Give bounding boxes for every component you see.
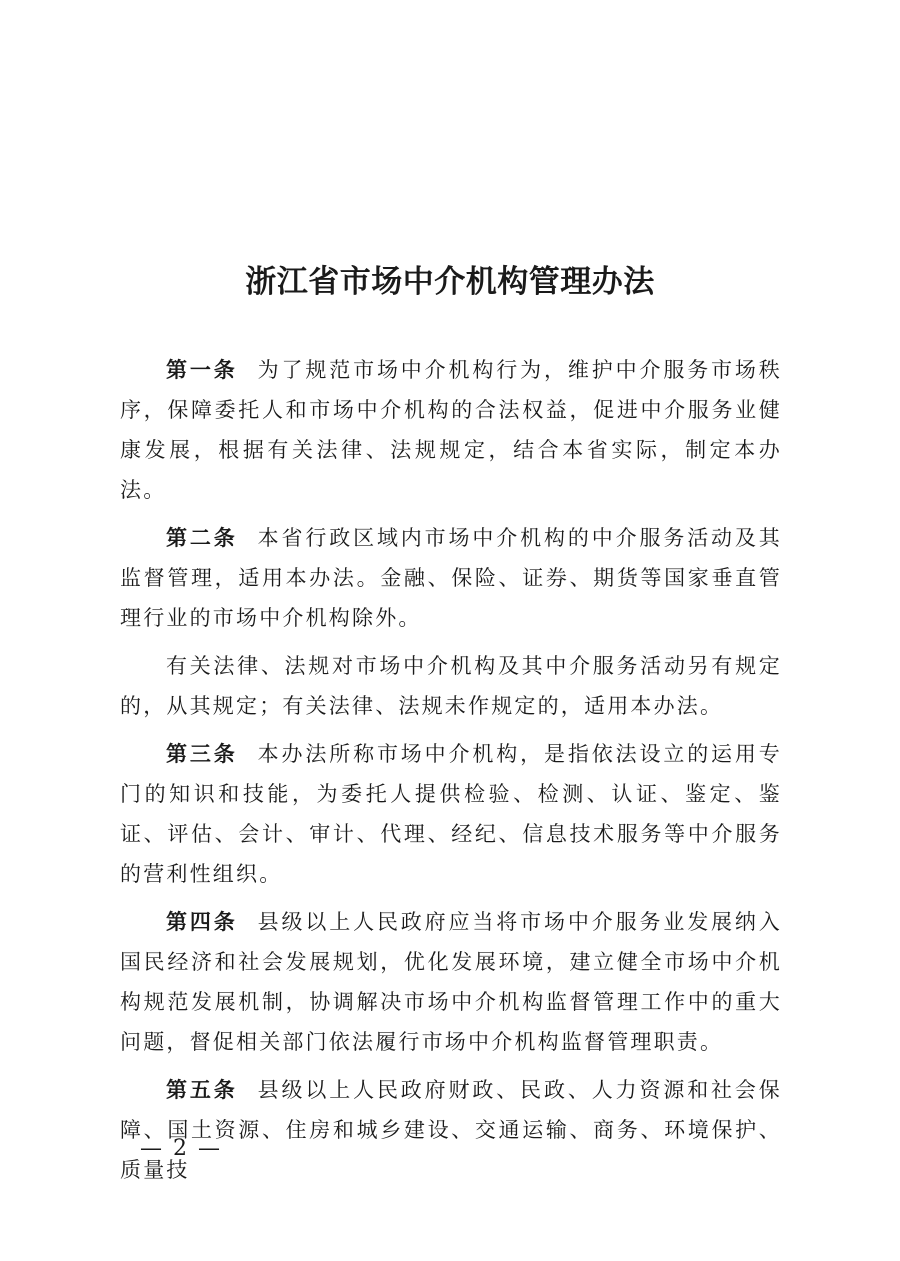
article-text: 县级以上人民政府财政、民政、人力资源和社会保障、国土资源、住房和城乡建设、交通运输、商务、环境保护、质量技 <box>120 1078 782 1182</box>
article-paragraph-2-cont <box>120 646 782 726</box>
article-text: 为了规范市场中介机构行为，维护中介服务市场秩序，保障委托人和市场中介机构的合法权益，促进中介服务业健康发展，根据有关法律、法规规定，结合本省实际，制定本办法。 <box>120 358 782 502</box>
article-number: 第五条 <box>166 1078 238 1102</box>
article-number: 第一条 <box>166 358 238 382</box>
article-paragraph-3 <box>120 734 782 894</box>
article-number: 第四条 <box>166 910 238 934</box>
page-number: — 2 — <box>140 1136 222 1161</box>
article-number: 第二条 <box>166 526 238 550</box>
article-paragraph-1 <box>120 350 782 510</box>
article-text: 有关法律、法规对市场中介机构及其中介服务活动另有规定的，从其规定；有关法律、法规未作规定的，适用本办法。 <box>120 654 782 718</box>
document-body <box>120 350 782 1198</box>
article-text: 本省行政区域内市场中介机构的中介服务活动及其监督管理，适用本办法。金融、保险、证券、期货等国家垂直管理行业的市场中介机构除外。 <box>120 526 782 630</box>
article-text: 县级以上人民政府应当将市场中介服务业发展纳入国民经济和社会发展规划，优化发展环境，建立健全市场中介机构规范发展机制，协调解决市场中介机构监督管理工作中的重大问题，督促相关部门依法履行市场中介机构监督管理职责。 <box>120 910 782 1054</box>
article-text: 本办法所称市场中介机构，是指依法设立的运用专门的知识和技能，为委托人提供检验、检测、认证、鉴定、鉴证、评估、会计、审计、代理、经纪、信息技术服务等中介服务的营利性组织。 <box>120 742 782 886</box>
article-paragraph-2 <box>120 518 782 638</box>
article-paragraph-5 <box>120 1070 782 1190</box>
page-title: 浙江省市场中介机构管理办法 <box>245 264 655 300</box>
article-paragraph-4 <box>120 902 782 1062</box>
article-number: 第三条 <box>166 742 238 766</box>
